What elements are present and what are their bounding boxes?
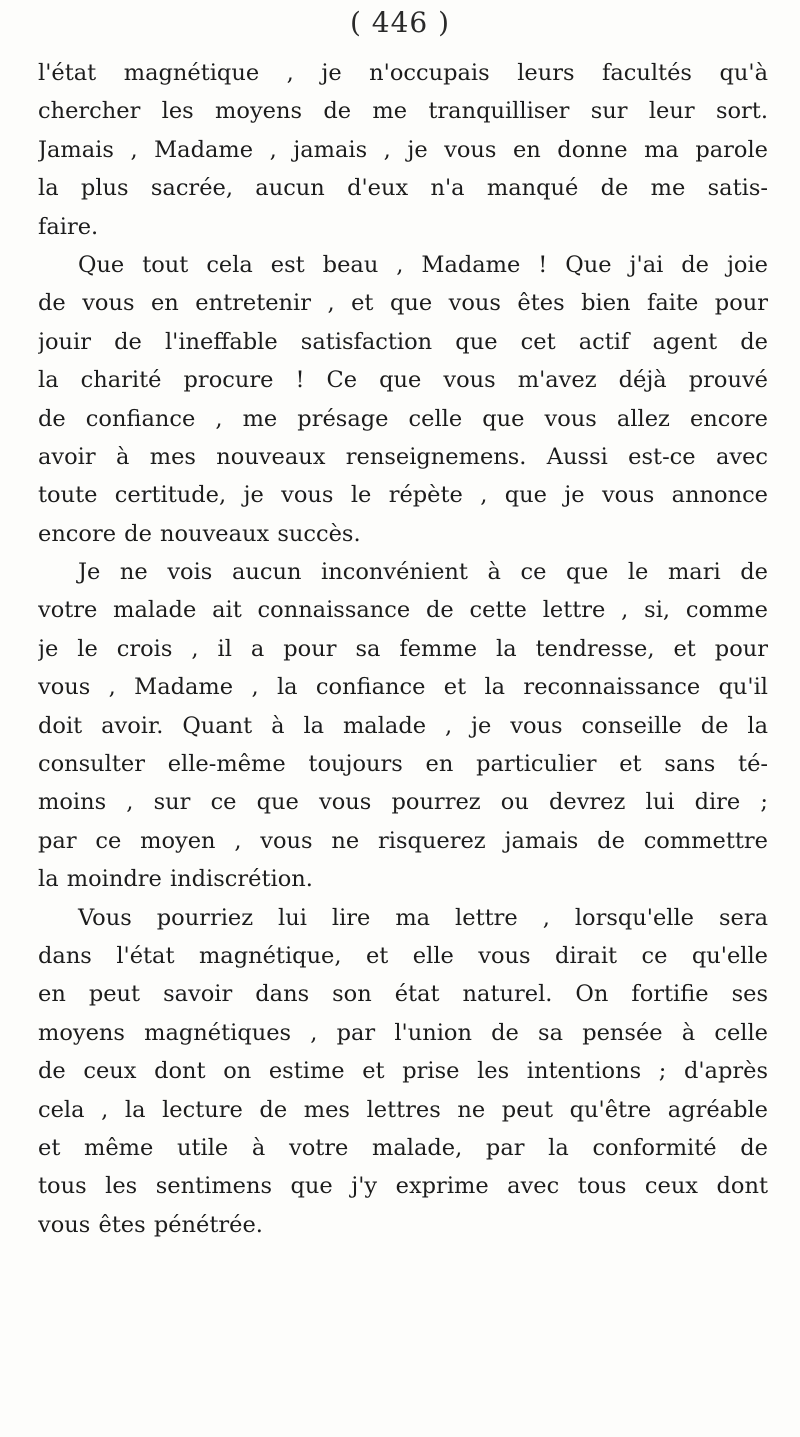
text-line: je le crois , il a pour sa femme la tendresse, et pour [38, 635, 768, 662]
text-line: la moindre indiscrétion. [38, 866, 313, 893]
page-number: ( 446 ) [349, 6, 451, 39]
text-line: tous les sentimens que j'y exprime avec tous ceux dont [38, 1173, 768, 1200]
text-line: vous , Madame , la confiance et la reconnaissance qu'il [38, 674, 768, 701]
text-line: la charité procure ! Ce que vous m'avez déjà prouvé [38, 367, 768, 394]
text-line: doit avoir. Quant à la malade , je vous conseille de la [38, 712, 768, 739]
text-line: chercher les moyens de me tranquilliser sur leur sort. [38, 98, 768, 125]
text-line: la plus sacrée, aucun d'eux n'a manqué de me satis- [38, 175, 768, 202]
text-line: dans l'état magnétique, et elle vous dirait ce qu'elle [38, 942, 768, 969]
text-line: moyens magnétiques , par l'union de sa pensée à celle [38, 1019, 768, 1046]
text-line: Vous pourriez lui lire ma lettre , lorsqu'elle sera [78, 904, 768, 931]
text-line: par ce moyen , vous ne risquerez jamais de commettre [38, 827, 768, 854]
text-line: encore de nouveaux succès. [38, 520, 361, 547]
text-line: et même utile à votre malade, par la conformité de [38, 1134, 768, 1161]
text-line: avoir à mes nouveaux renseignemens. Aussi est-ce avec [38, 443, 768, 470]
text-line: Que tout cela est beau , Madame ! Que j'ai de joie [78, 251, 768, 278]
text-line: de ceux dont on estime et prise les intentions ; d'après [38, 1058, 768, 1085]
text-line: cela , la lecture de mes lettres ne peut qu'être agréable [38, 1096, 768, 1123]
text-line: toute certitude, je vous le répète , que je vous annonce [38, 482, 768, 509]
text-line: jouir de l'ineffable satisfaction que cet actif agent de [38, 328, 768, 355]
text-line: de vous en entretenir , et que vous êtes bien faite pour [38, 290, 768, 317]
text-line: l'état magnétique , je n'occupais leurs facultés qu'à [38, 60, 768, 86]
text-line: consulter elle-même toujours en particulier et sans té- [38, 751, 768, 778]
text-line: moins , sur ce que vous pourrez ou devrez lui dire ; [38, 789, 768, 816]
text-line: votre malade ait connaissance de cette lettre , si, comme [38, 597, 768, 624]
page-body-text [38, 54, 768, 1244]
text-line: Je ne vois aucun inconvénient à ce que le mari de [78, 559, 768, 586]
text-line: faire. [38, 213, 99, 240]
text-line: en peut savoir dans son état naturel. On fortifie ses [38, 981, 768, 1008]
text-line: vous êtes pénétrée. [38, 1211, 263, 1238]
text-line: Jamais , Madame , jamais , je vous en donne ma parole [38, 136, 768, 163]
text-line: de confiance , me présage celle que vous allez encore [38, 405, 768, 432]
